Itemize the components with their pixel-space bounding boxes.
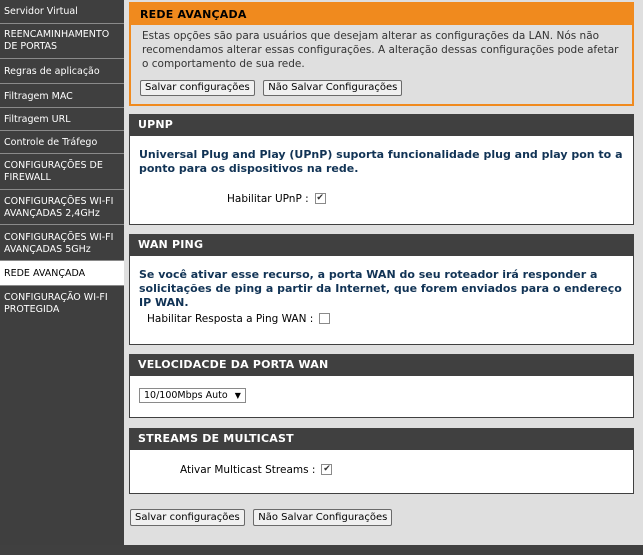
- wan-speed-section: [129, 354, 634, 418]
- upnp-label: Habilitar UPnP :: [227, 193, 309, 205]
- wan-ping-label: Habilitar Resposta a Ping WAN :: [147, 313, 314, 325]
- multicast-checkbox[interactable]: ✔: [323, 463, 331, 474]
- bottom-save-settings-button[interactable]: Salvar configurações: [130, 509, 245, 526]
- intro-description: Estas opções são para usuários que desejam alterar as configurações da LAN. Nós não recomendamos alterar essas configurações. A alteração dessas configurações pode afetar o comportamento de sua rede.: [142, 30, 619, 70]
- wan-ping-section: [129, 234, 634, 345]
- upnp-section: [129, 114, 634, 225]
- intro-section: [129, 2, 634, 106]
- wan-ping-description: Se você ativar esse recurso, a porta WAN do seu roteador irá responder a solicitações de ping a partir da Internet, que forem enviados para o endereço IP WAN.: [139, 268, 622, 309]
- multicast-field: [180, 464, 332, 476]
- bottom-actions: [130, 509, 392, 526]
- wan-ping-field: [147, 313, 330, 325]
- sidebar-item-wifi-5ghz[interactable]: CONFIGURAÇÕES WI-FI AVANÇADAS 5GHz: [0, 225, 124, 261]
- sidebar-item-url-filter[interactable]: Filtragem URL: [0, 108, 124, 131]
- wan-speed-header: VELOCIDACDE DA PORTA WAN: [129, 354, 634, 376]
- upnp-checkbox[interactable]: ✔: [316, 192, 324, 203]
- save-settings-button[interactable]: Salvar configurações: [140, 80, 255, 96]
- footer-bar: [0, 545, 643, 555]
- sidebar-item-firewall[interactable]: CONFIGURAÇÕES DE FIREWALL: [0, 154, 124, 190]
- wan-speed-value: 10/100Mbps Auto: [144, 390, 228, 401]
- multicast-label: Ativar Multicast Streams :: [180, 464, 316, 476]
- multicast-header: STREAMS DE MULTICAST: [129, 428, 634, 450]
- dont-save-settings-button[interactable]: Não Salvar Configurações: [263, 80, 402, 96]
- sidebar-item-app-rules[interactable]: Regras de aplicação: [0, 59, 124, 84]
- sidebar-item-wifi-24ghz[interactable]: CONFIGURAÇÕES WI-FI AVANÇADAS 2,4GHz: [0, 190, 124, 225]
- sidebar-item-wps[interactable]: CONFIGURAÇÃO WI-FI PROTEGIDA: [4, 292, 108, 315]
- sidebar: [0, 0, 124, 545]
- sidebar-item-servidor-virtual[interactable]: Servidor Virtual: [0, 0, 124, 24]
- bottom-dont-save-settings-button[interactable]: Não Salvar Configurações: [253, 509, 392, 526]
- wan-ping-checkbox[interactable]: [319, 313, 330, 324]
- wan-speed-select[interactable]: [139, 388, 246, 403]
- sidebar-item-mac-filter[interactable]: Filtragem MAC: [0, 84, 124, 108]
- sidebar-item-traffic-control[interactable]: Controle de Tráfego: [0, 131, 124, 154]
- wan-ping-header: WAN PING: [129, 234, 634, 256]
- multicast-section: [129, 428, 634, 494]
- upnp-field: [227, 193, 326, 205]
- page-title: REDE AVANÇADA: [131, 4, 632, 25]
- upnp-description: Universal Plug and Play (UPnP) suporta funcionalidade plug and play pon to a ponto para os dispositivos na rede.: [139, 148, 623, 175]
- upnp-header: UPNP: [129, 114, 634, 136]
- sidebar-item-advanced-network[interactable]: REDE AVANÇADA: [0, 261, 124, 286]
- main-content: [124, 0, 643, 545]
- chevron-down-icon: ▼: [234, 391, 241, 400]
- sidebar-item-port-forwarding[interactable]: REENCAMINHAMENTO DE PORTAS: [0, 24, 124, 59]
